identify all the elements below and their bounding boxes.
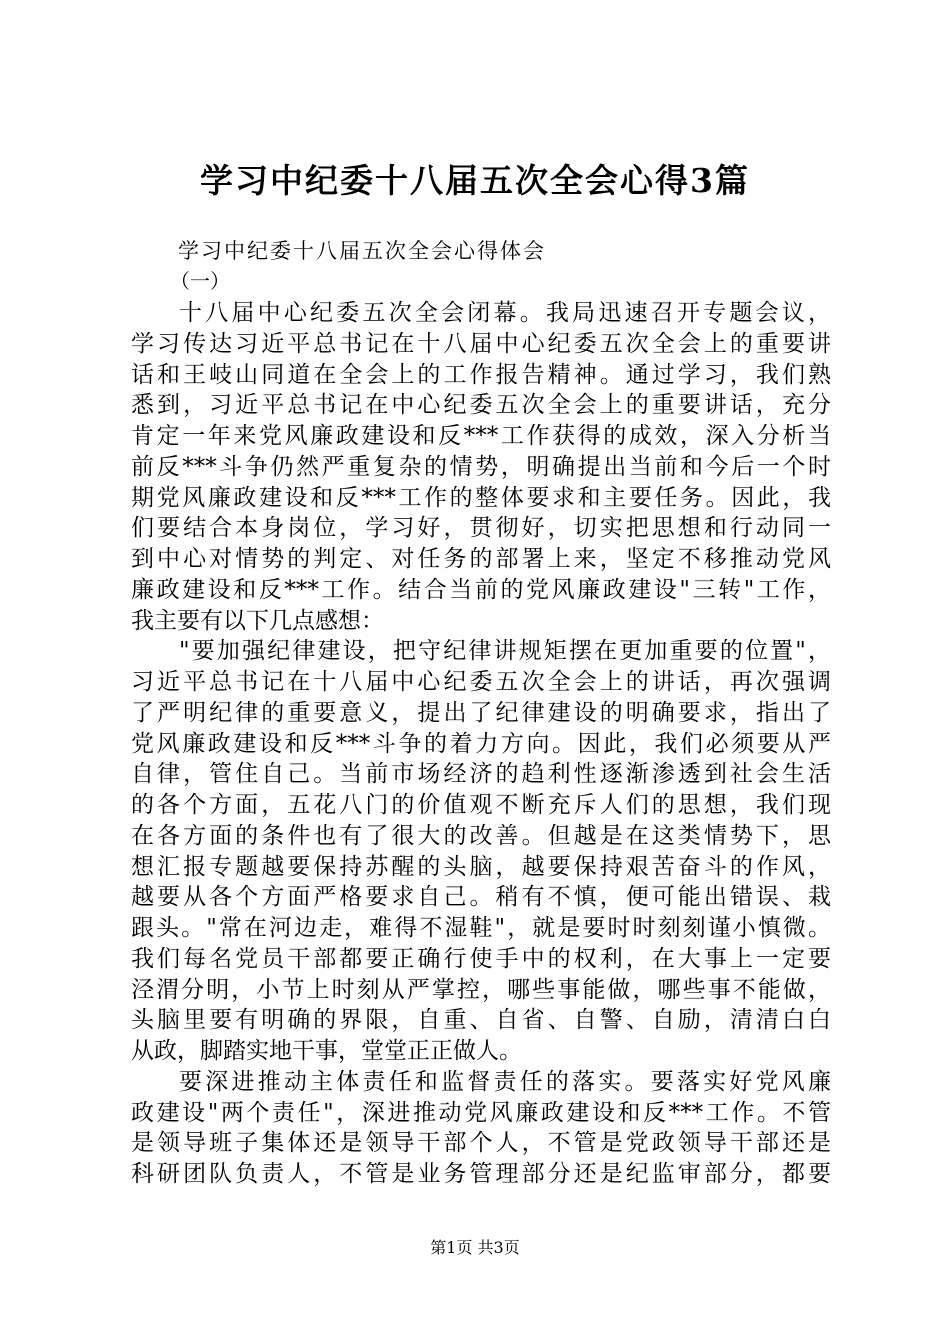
paragraph-line: 要深进推动主体责任和监督责任的落实。要落实好党风廉: [179, 1068, 831, 1095]
paragraph-line: 廉政建设和反***工作。结合当前的党风廉政建设"三转"工作，: [131, 576, 831, 603]
document-title: 学习中纪委十八届五次全会心得3篇: [200, 161, 750, 200]
paragraph-line: 头脑里要有明确的界限，自重、自省、自警、自励，清清白白: [131, 1007, 831, 1034]
paragraph-line: 们要结合本身岗位，学习好，贯彻好，切实把思想和行动同一: [131, 515, 831, 542]
paragraph-line: 十八届中心纪委五次全会闭幕。我局迅速召开专题会议，: [179, 300, 831, 326]
paragraph-line: 我主要有以下几点感想：: [131, 607, 384, 634]
paragraph-line: 话和王岐山同道在全会上的工作报告精神。通过学习，我们熟: [131, 361, 831, 388]
paragraph-line: 悉到，习近平总书记在中心纪委五次全会上的重要讲话，充分: [131, 392, 831, 419]
paragraph-line: 学习传达习近平总书记在十八届中心纪委五次全会上的重要讲: [131, 330, 831, 357]
paragraph-line: 前反***斗争仍然严重复杂的情势，明确提出当前和今后一个时: [131, 453, 831, 480]
paragraph-line: 肯定一年来党风廉政建设和反***工作获得的成效，深入分析当: [131, 423, 831, 449]
paragraph-line: 了严明纪律的重要意义，提出了纪律建设的明确要求，指出了: [131, 699, 831, 726]
paragraph-line: 科研团队负责人，不管是业务管理部分还是纪监审部分，都要: [131, 1161, 831, 1187]
document-body: [131, 298, 831, 1190]
paragraph: [131, 636, 831, 1067]
paragraph: [131, 298, 831, 636]
page-footer: 第1页 共3页: [430, 1238, 520, 1257]
paragraph-line: 泾渭分明，小节上时刻从严掌控，哪些事能做，哪些事不能做，: [131, 976, 831, 1003]
paragraph-line: 期党风廉政建设和反***工作的整体要求和主要任务。因此，我: [131, 484, 831, 511]
paragraph-line: "要加强纪律建设，把守纪律讲规矩摆在更加重要的位置"，: [179, 638, 831, 665]
paragraph-line: 我们每名党员干部都要正确行使手中的权利，在大事上一定要: [131, 945, 831, 972]
paragraph-line: 从政，脚踏实地干事，堂堂正正做人。: [131, 1038, 522, 1064]
paragraph-line: 在各方面的条件也有了很大的改善。但越是在这类情势下，思: [131, 822, 831, 849]
paragraph-line: 越要从各个方面严格要求自己。稍有不慎，便可能出错误、栽: [131, 884, 831, 911]
paragraph-line: 到中心对情势的判定、对任务的部署上来，坚定不移推动党风: [131, 546, 831, 572]
paragraph-line: 想汇报专题越要保持苏醒的头脑，越要保持艰苦奋斗的作风，: [131, 853, 831, 880]
paragraph: [131, 1067, 831, 1190]
document-subtitle: 学习中纪委十八届五次全会心得体会: [178, 239, 546, 263]
paragraph-line: 跟头。"常在河边走，难得不湿鞋"，就是要时时刻刻谨小慎微。: [131, 915, 831, 941]
paragraph-line: 自律，管住自己。当前市场经济的趋利性逐渐渗透到社会生活: [131, 761, 831, 788]
paragraph-line: 的各个方面，五花八门的价值观不断充斥人们的思想，我们现: [131, 792, 831, 818]
paragraph-line: 政建设"两个责任"，深进推动党风廉政建设和反***工作。不管: [131, 1099, 831, 1126]
paragraph-line: 党风廉政建设和反***斗争的着力方向。因此，我们必须要从严: [131, 730, 831, 757]
section-number: （一）: [170, 269, 230, 293]
paragraph-line: 是领导班子集体还是领导干部个人，不管是党政领导干部还是: [131, 1130, 831, 1157]
paragraph-line: 习近平总书记在十八届中心纪委五次全会上的讲话，再次强调: [131, 669, 831, 695]
